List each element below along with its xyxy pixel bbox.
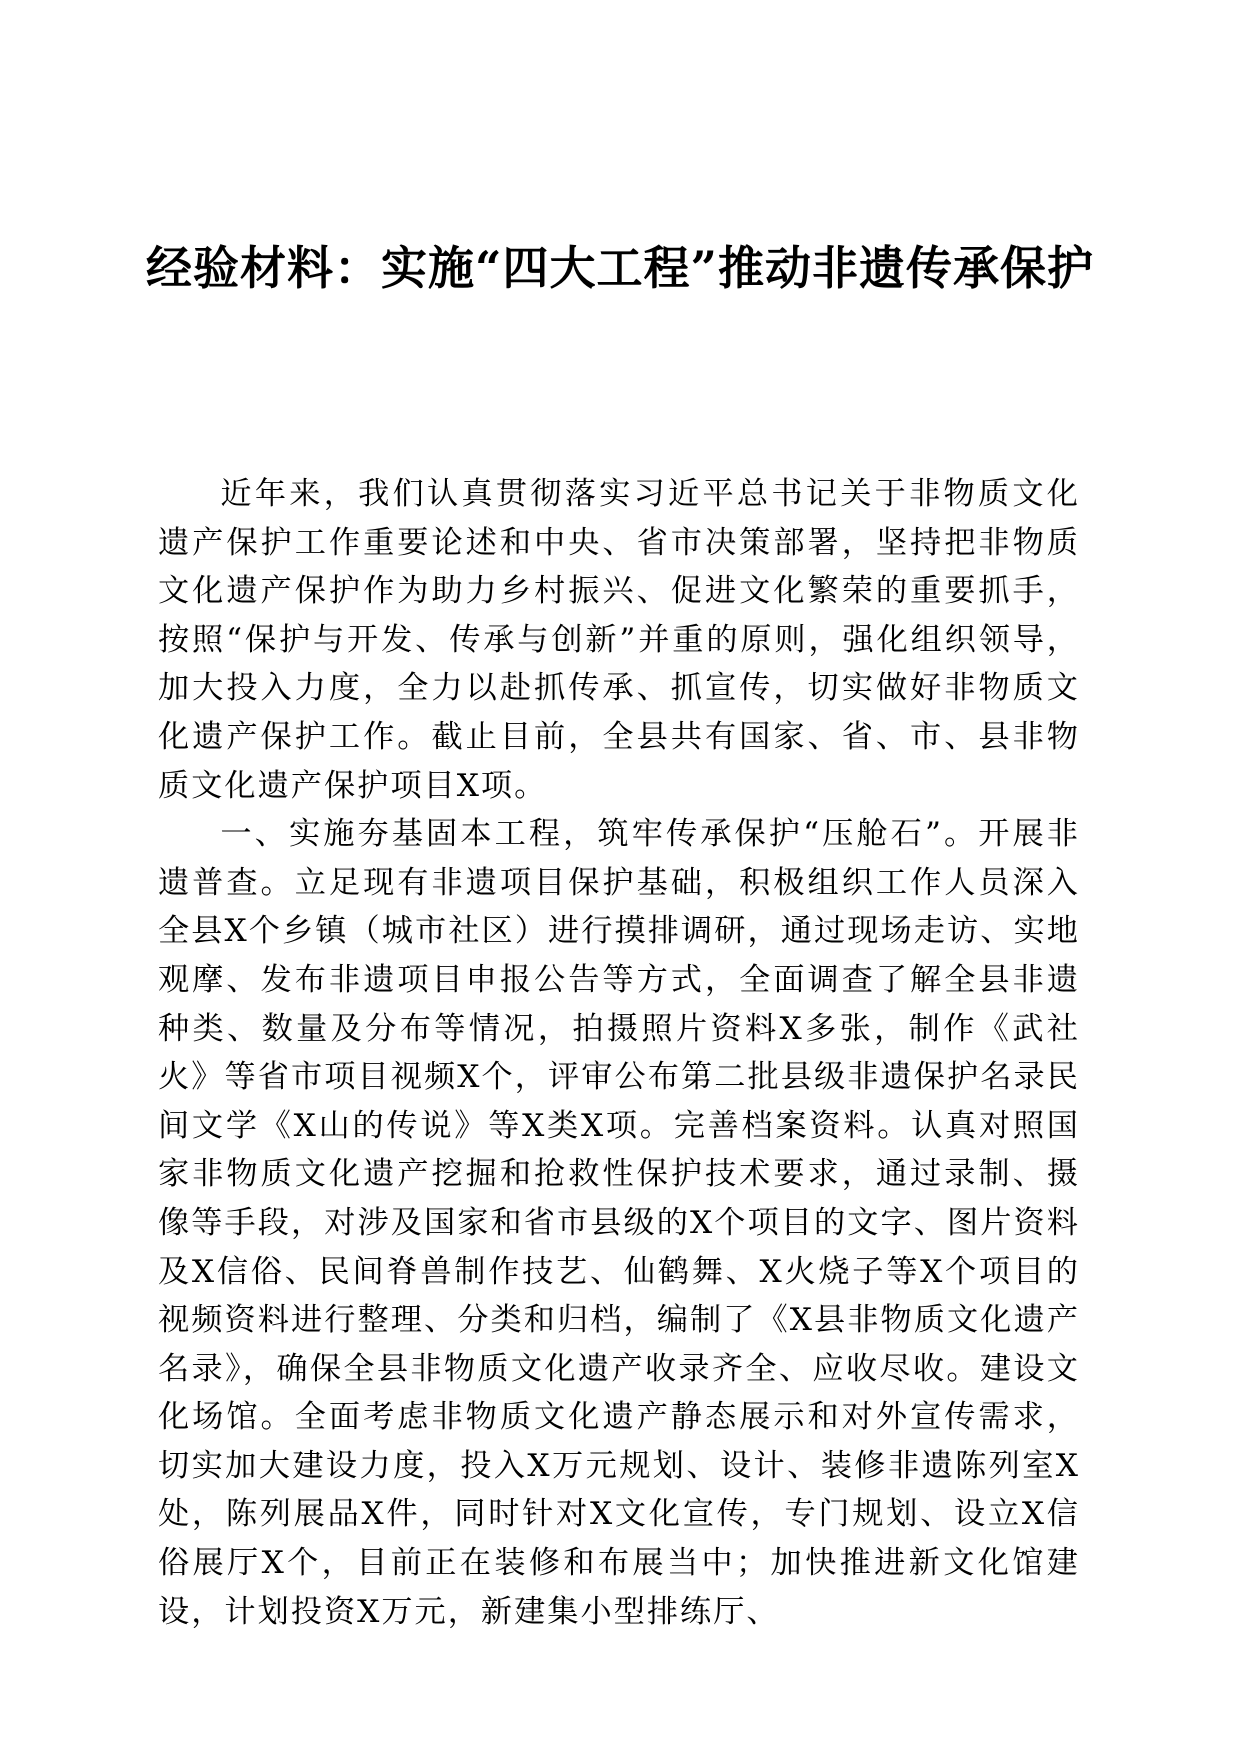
document-title: 经验材料：实施“四大工程”推动非遗传承保护 — [146, 241, 1094, 295]
document-body — [158, 470, 1080, 1636]
paragraph-intro: 近年来，我们认真贯彻落实习近平总书记关于非物质文化遗产保护工作重要论述和中央、省市决策部署，坚持把非物质文化遗产保护作为助力乡村振兴、促进文化繁荣的重要抓手，按照“保护与开发、传承与创新”并重的原则，强化组织领导，加大投入力度，全力以赴抓传承、抓宣传，切实做好非物质文化遗产保护工作。截止目前，全县共有国家、省、市、县非物质文化遗产保护项目X项。 — [158, 476, 1080, 804]
paragraph-section-one: 一、实施夯基固本工程，筑牢传承保护“压舱石”。开展非遗普查。立足现有非遗项目保护基础，积极组织工作人员深入全县X个乡镇（城市社区）进行摸排调研，通过现场走访、实地观摩、发布非遗项目申报公告等方式，全面调查了解全县非遗种类、数量及分布等情况，拍摄照片资料X多张，制作《武社火》等省市项目视频X个，评审公布第二批县级非遗保护名录民间文学《X山的传说》等X类X项。完善档案资料。认真对照国家非物质文化遗产挖掘和抢救性保护技术要求，通过录制、摄像等手段，对涉及国家和省市县级的X个项目的文字、图片资料及X信俗、民间脊兽制作技艺、仙鹤舞、X火烧子等X个项目的视频资料进行整理、分类和归档，编制了《X县非物质文化遗产名录》，确保全县非物质文化遗产收录齐全、应收尽收。建设文化场馆。全面考虑非物质文化遗产静态展示和对外宣传需求，切实加大建设力度，投入X万元规划、设计、装修非遗陈列室X处，陈列展品X件，同时针对X文化宣传，专门规划、设立X信俗展厅X个，目前正在装修和布展当中；加快推进新文化馆建设，计划投资X万元，新建集小型排练厅、 — [158, 816, 1080, 1630]
